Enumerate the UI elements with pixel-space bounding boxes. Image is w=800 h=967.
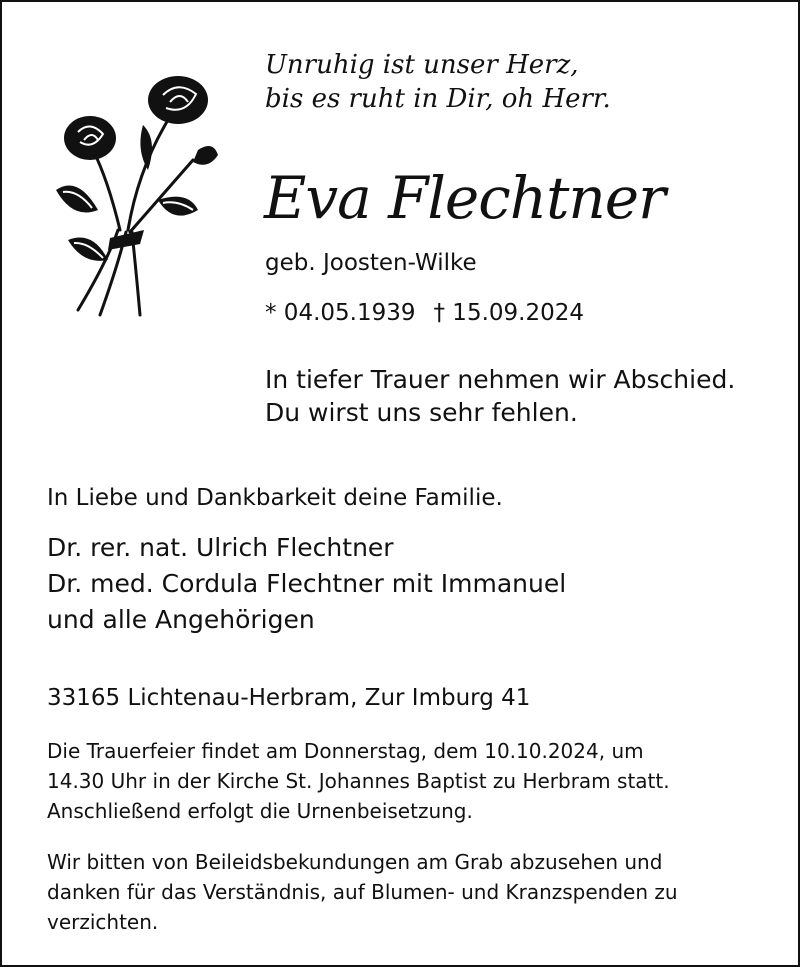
birth-name: geb. Joosten-Wilke	[265, 250, 477, 276]
farewell-line: Du wirst uns sehr fehlen.	[265, 398, 578, 427]
motto-line: Unruhig ist unser Herz,	[265, 50, 579, 80]
deceased-name: Eva Flechtner	[264, 164, 665, 232]
farewell-text	[265, 363, 735, 429]
family-intro: In Liebe und Dankbarkeit deine Familie.	[47, 485, 503, 511]
roses-icon	[48, 60, 228, 320]
farewell-line: In tiefer Trauer nehmen wir Abschied.	[265, 365, 736, 394]
birth-date: * 04.05.1939	[265, 300, 416, 326]
address: 33165 Lichtenau-Herbram, Zur Imburg 41	[47, 685, 531, 711]
ceremony-line: 14.30 Uhr in der Kirche St. Johannes Baptist zu Herbram statt.	[47, 769, 670, 793]
condolence-request	[47, 847, 678, 937]
request-line: Wir bitten von Beileidsbekundungen am Grab abzusehen und	[47, 850, 663, 874]
request-line: verzichten.	[47, 910, 159, 934]
motto	[265, 48, 611, 116]
ceremony-info	[47, 736, 670, 826]
ceremony-line: Die Trauerfeier findet am Donnerstag, dem 10.10.2024, um	[47, 739, 644, 763]
mourners-list	[47, 530, 566, 638]
mourner: und alle Angehörigen	[47, 605, 315, 634]
death-date: † 15.09.2024	[433, 300, 584, 326]
mourner: Dr. med. Cordula Flechtner mit Immanuel	[47, 569, 567, 598]
ceremony-line: Anschließend erfolgt die Urnenbeisetzung.	[47, 799, 473, 823]
life-dates	[265, 298, 584, 328]
request-line: danken für das Verständnis, auf Blumen- und Kranzspenden zu	[47, 880, 678, 904]
motto-line: bis es ruht in Dir, oh Herr.	[265, 84, 611, 114]
mourner: Dr. rer. nat. Ulrich Flechtner	[47, 533, 394, 562]
